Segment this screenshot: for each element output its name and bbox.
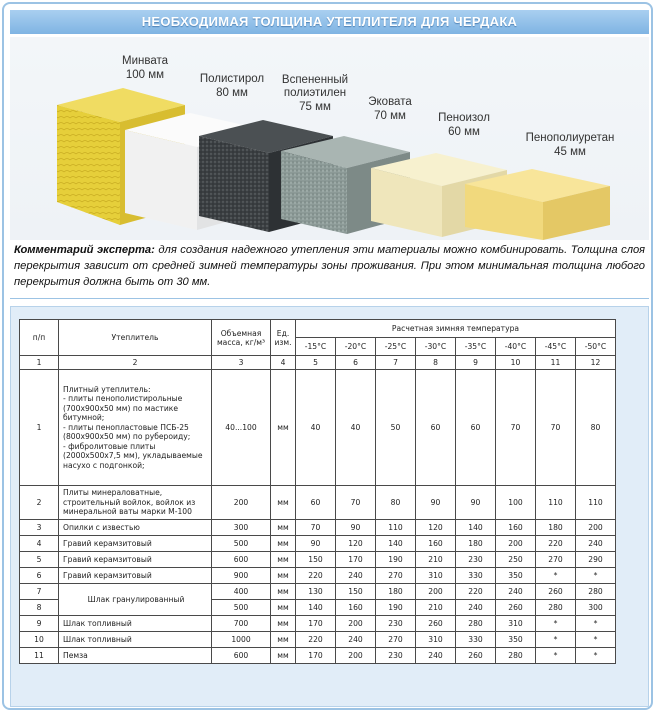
table-row <box>20 648 616 664</box>
row-number: 4 <box>20 536 59 552</box>
row-value: 120 <box>336 536 376 552</box>
row-value: 200 <box>336 616 376 632</box>
infographic-frame <box>2 2 653 710</box>
row-value: 120 <box>416 520 456 536</box>
row-number: 6 <box>20 568 59 584</box>
table-body <box>20 370 616 664</box>
row-density: 200 <box>212 486 271 520</box>
row-value: * <box>576 632 616 648</box>
col-number: 7 <box>376 356 416 370</box>
material-thickness-2: 80 мм <box>216 87 248 99</box>
row-unit: мм <box>271 520 296 536</box>
row-value: 60 <box>456 370 496 486</box>
col-number: 3 <box>212 356 271 370</box>
row-value: 170 <box>336 552 376 568</box>
col-number: 5 <box>296 356 336 370</box>
row-material: Плиты минераловатные, строительный войлок, войлок из минеральной ваты марки М-100 <box>59 486 212 520</box>
header-temp: -35°С <box>456 338 496 356</box>
row-value: 220 <box>296 568 336 584</box>
row-value: 210 <box>416 600 456 616</box>
col-number: 4 <box>271 356 296 370</box>
row-value: 160 <box>496 520 536 536</box>
header-temp: -30°С <box>416 338 456 356</box>
row-material: Гравий керамзитовый <box>59 568 212 584</box>
row-unit: мм <box>271 552 296 568</box>
row-value: 350 <box>496 568 536 584</box>
row-value: 180 <box>536 520 576 536</box>
table-row <box>20 536 616 552</box>
material-thickness-6: 45 мм <box>554 146 586 158</box>
col-number: 10 <box>496 356 536 370</box>
row-value: 200 <box>496 536 536 552</box>
row-value: 220 <box>456 584 496 600</box>
row-value: 260 <box>536 584 576 600</box>
col-number: 9 <box>456 356 496 370</box>
row-value: * <box>536 568 576 584</box>
row-value: 40 <box>296 370 336 486</box>
row-value: 240 <box>496 584 536 600</box>
row-value: 150 <box>296 552 336 568</box>
table-row <box>20 520 616 536</box>
row-value: 80 <box>376 486 416 520</box>
row-value: 240 <box>336 632 376 648</box>
row-value: 180 <box>456 536 496 552</box>
table-row <box>20 584 616 600</box>
thickness-table <box>19 319 616 664</box>
header-temp: -45°С <box>536 338 576 356</box>
header-temp: -20°С <box>336 338 376 356</box>
row-value: 270 <box>376 632 416 648</box>
row-number: 5 <box>20 552 59 568</box>
header-temp: -40°С <box>496 338 536 356</box>
material-label-2: Полистирол <box>199 73 265 85</box>
header-temp: -15°С <box>296 338 336 356</box>
row-density: 700 <box>212 616 271 632</box>
row-value: 90 <box>456 486 496 520</box>
row-value: 70 <box>536 370 576 486</box>
row-value: 110 <box>536 486 576 520</box>
row-material: Шлак гранулированный <box>59 584 212 616</box>
materials-illustration <box>10 37 649 240</box>
row-density: 40...100 <box>212 370 271 486</box>
table-panel <box>10 306 649 707</box>
row-value: 350 <box>496 632 536 648</box>
row-density: 600 <box>212 648 271 664</box>
row-value: 260 <box>456 648 496 664</box>
row-density: 500 <box>212 600 271 616</box>
expert-comment <box>14 242 645 290</box>
row-value: 110 <box>376 520 416 536</box>
row-value: 270 <box>376 568 416 584</box>
divider <box>10 298 649 299</box>
row-value: 280 <box>456 616 496 632</box>
col-number: 8 <box>416 356 456 370</box>
row-material: Плитный утеплитель: - плиты пенополистирольные (700х900х50 мм) по мастике битумной; - плиты пенопластовые ПСБ-25 (800х900х50 мм) по рубероиду; - фибролитовые плиты (2000х500х7,5 мм), укладываемые насухо с подгонкой; <box>59 370 212 486</box>
expert-comment-text: для создания надежного утепления эти материалы можно комбинировать. Толщина слоя перекрытия зависит от средней зимней температуры зоны проживания. При этом минимальная толщина любого перекрытия должна быть от 30 мм. <box>14 244 645 288</box>
row-value: 240 <box>416 648 456 664</box>
row-number: 11 <box>20 648 59 664</box>
row-value: 330 <box>456 568 496 584</box>
row-value: 200 <box>416 584 456 600</box>
row-value: 250 <box>496 552 536 568</box>
row-value: 160 <box>336 600 376 616</box>
row-value: 240 <box>576 536 616 552</box>
row-material: Шлак топливный <box>59 616 212 632</box>
row-value: * <box>536 648 576 664</box>
column-numbers-row <box>20 356 616 370</box>
table-row <box>20 486 616 520</box>
row-value: * <box>536 616 576 632</box>
row-value: * <box>576 648 616 664</box>
row-value: 190 <box>376 552 416 568</box>
row-number: 2 <box>20 486 59 520</box>
row-value: 190 <box>376 600 416 616</box>
header-temperature: Расчетная зимняя температура <box>296 320 616 338</box>
row-value: 310 <box>416 632 456 648</box>
row-value: 290 <box>576 552 616 568</box>
row-unit: мм <box>271 648 296 664</box>
material-thickness-3: 75 мм <box>299 101 331 113</box>
table-row <box>20 552 616 568</box>
row-density: 300 <box>212 520 271 536</box>
row-value: 330 <box>456 632 496 648</box>
header-material: Утеплитель <box>59 320 212 356</box>
row-value: 60 <box>416 370 456 486</box>
material-thickness-4: 70 мм <box>374 110 406 122</box>
row-number: 8 <box>20 600 59 616</box>
page-title: НЕОБХОДИМАЯ ТОЛЩИНА УТЕПЛИТЕЛЯ ДЛЯ ЧЕРДАКА <box>10 10 649 34</box>
table-row <box>20 568 616 584</box>
header-density: Объемная масса, кг/м³ <box>212 320 271 356</box>
row-value: 300 <box>576 600 616 616</box>
row-value: 260 <box>416 616 456 632</box>
row-density: 400 <box>212 584 271 600</box>
material-label-5: Пеноизол <box>438 112 490 124</box>
row-value: 210 <box>416 552 456 568</box>
row-value: 170 <box>296 616 336 632</box>
row-material: Гравий керамзитовый <box>59 552 212 568</box>
row-value: 80 <box>576 370 616 486</box>
insulation-blocks-image <box>10 37 649 240</box>
row-density: 900 <box>212 568 271 584</box>
header-unit: Ед. изм. <box>271 320 296 356</box>
material-label-4: Эковата <box>368 96 412 108</box>
block-polyurethane <box>465 169 610 240</box>
row-unit: мм <box>271 600 296 616</box>
row-value: * <box>576 568 616 584</box>
row-value: 40 <box>336 370 376 486</box>
row-value: 220 <box>536 536 576 552</box>
col-number: 2 <box>59 356 212 370</box>
expert-comment-label: Комментарий эксперта: <box>14 244 155 256</box>
header-temp: -50°С <box>576 338 616 356</box>
row-value: 160 <box>416 536 456 552</box>
table-row <box>20 616 616 632</box>
row-material: Гравий керамзитовый <box>59 536 212 552</box>
row-value: 140 <box>296 600 336 616</box>
col-number: 11 <box>536 356 576 370</box>
row-density: 600 <box>212 552 271 568</box>
row-value: 60 <box>296 486 336 520</box>
row-value: 170 <box>296 648 336 664</box>
row-value: 130 <box>296 584 336 600</box>
row-unit: мм <box>271 616 296 632</box>
row-material: Опилки с известью <box>59 520 212 536</box>
material-thickness-1: 100 мм <box>125 69 165 81</box>
col-number: 6 <box>336 356 376 370</box>
row-value: 140 <box>376 536 416 552</box>
material-label-6: Пенополиуретан <box>525 132 615 144</box>
row-unit: мм <box>271 486 296 520</box>
header-num: п/п <box>20 320 59 356</box>
row-value: 110 <box>576 486 616 520</box>
row-unit: мм <box>271 536 296 552</box>
row-value: 220 <box>296 632 336 648</box>
table-row <box>20 632 616 648</box>
row-unit: мм <box>271 568 296 584</box>
row-unit: мм <box>271 584 296 600</box>
row-number: 7 <box>20 584 59 600</box>
row-value: 200 <box>576 520 616 536</box>
row-value: 90 <box>296 536 336 552</box>
row-value: 90 <box>336 520 376 536</box>
row-number: 3 <box>20 520 59 536</box>
col-number: 1 <box>20 356 59 370</box>
row-value: 310 <box>496 616 536 632</box>
row-value: 280 <box>536 600 576 616</box>
row-value: 230 <box>376 648 416 664</box>
material-label-3: Вспененный <box>281 74 349 86</box>
row-value: 260 <box>496 600 536 616</box>
row-value: 200 <box>336 648 376 664</box>
row-density: 500 <box>212 536 271 552</box>
row-density: 1000 <box>212 632 271 648</box>
row-number: 9 <box>20 616 59 632</box>
row-value: 270 <box>536 552 576 568</box>
row-value: 70 <box>296 520 336 536</box>
row-value: 240 <box>456 600 496 616</box>
row-unit: мм <box>271 370 296 486</box>
row-value: 240 <box>336 568 376 584</box>
row-number: 1 <box>20 370 59 486</box>
row-value: 70 <box>336 486 376 520</box>
row-value: 140 <box>456 520 496 536</box>
row-value: 100 <box>496 486 536 520</box>
row-value: 50 <box>376 370 416 486</box>
row-value: 230 <box>456 552 496 568</box>
row-value: 150 <box>336 584 376 600</box>
row-value: 280 <box>496 648 536 664</box>
row-material: Шлак топливный <box>59 632 212 648</box>
row-value: * <box>536 632 576 648</box>
row-value: 70 <box>496 370 536 486</box>
row-value: 180 <box>376 584 416 600</box>
material-label-3b: полиэтилен <box>283 87 347 99</box>
row-value: 90 <box>416 486 456 520</box>
col-number: 12 <box>576 356 616 370</box>
row-value: 230 <box>376 616 416 632</box>
row-material: Пемза <box>59 648 212 664</box>
table-row <box>20 370 616 486</box>
row-number: 10 <box>20 632 59 648</box>
header-temp: -25°С <box>376 338 416 356</box>
material-thickness-5: 60 мм <box>448 126 480 138</box>
row-value: 310 <box>416 568 456 584</box>
row-value: * <box>576 616 616 632</box>
material-label-1: Минвата <box>121 55 169 67</box>
row-value: 280 <box>576 584 616 600</box>
row-unit: мм <box>271 632 296 648</box>
